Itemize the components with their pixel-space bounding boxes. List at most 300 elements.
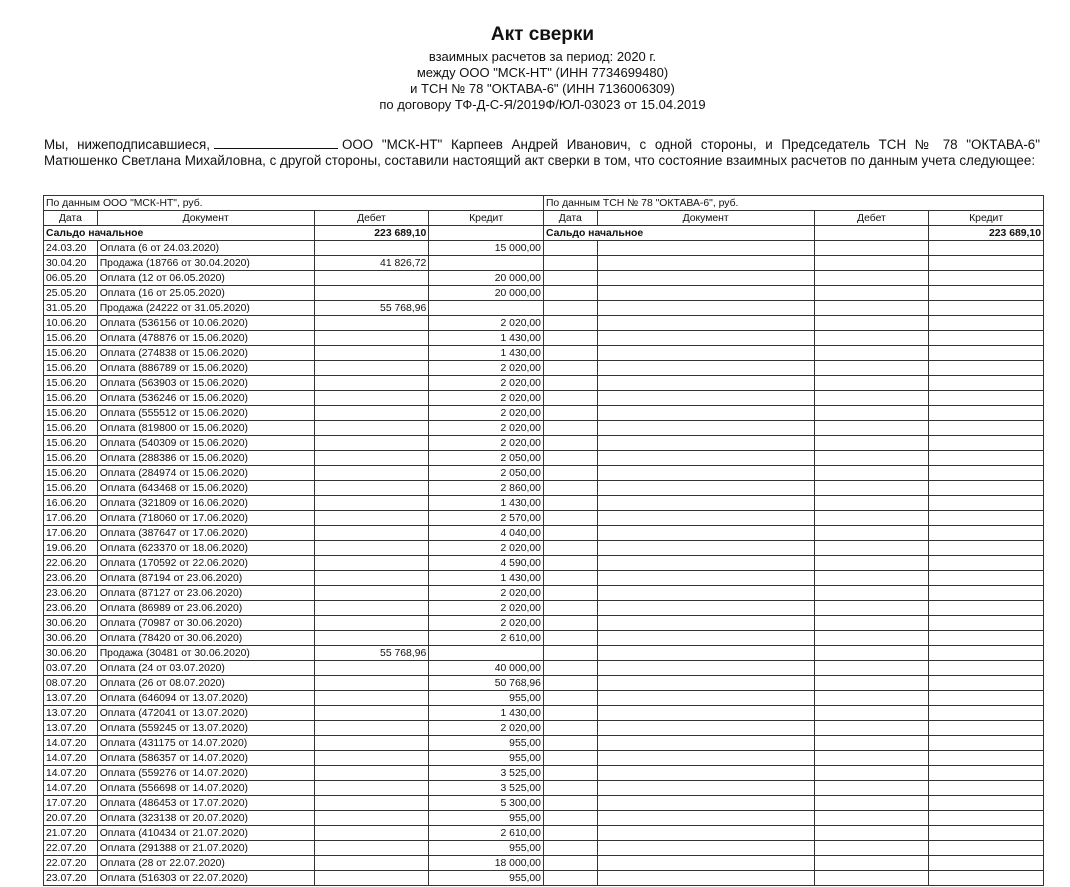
row-document: Оплата (26 от 08.07.2020) — [97, 676, 314, 691]
row-credit: 2 020,00 — [429, 586, 544, 601]
row-debit-right — [814, 451, 929, 466]
table-row — [44, 421, 1044, 436]
row-document: Продажа (30481 от 30.06.2020) — [97, 646, 314, 661]
row-debit-right — [814, 376, 929, 391]
row-debit — [314, 721, 429, 736]
col-header-credit: Кредит — [429, 211, 544, 226]
row-date: 17.06.20 — [44, 526, 98, 541]
col-header-debit: Дебет — [314, 211, 429, 226]
row-date: 15.06.20 — [44, 391, 98, 406]
opening-credit-right: 223 689,10 — [929, 226, 1044, 241]
row-date-right — [543, 676, 597, 691]
table-row — [44, 481, 1044, 496]
row-debit — [314, 811, 429, 826]
parties-line-2: и ТСН № 78 "ОКТАВА-6" (ИНН 7136006309) — [410, 81, 675, 96]
row-date: 14.07.20 — [44, 781, 98, 796]
row-document: Оплата (410434 от 21.07.2020) — [97, 826, 314, 841]
row-document: Оплата (646094 от 13.07.2020) — [97, 691, 314, 706]
row-debit — [314, 316, 429, 331]
row-credit-right — [929, 646, 1044, 661]
row-date: 24.03.20 — [44, 241, 98, 256]
row-credit-right — [929, 256, 1044, 271]
row-date-right — [543, 601, 597, 616]
row-document: Оплата (87127 от 23.06.2020) — [97, 586, 314, 601]
row-credit-right — [929, 691, 1044, 706]
row-debit-right — [814, 361, 929, 376]
table-row — [44, 766, 1044, 781]
row-date-right — [543, 826, 597, 841]
row-date: 25.05.20 — [44, 286, 98, 301]
opening-debit-right — [814, 226, 929, 241]
row-credit-right — [929, 526, 1044, 541]
row-debit — [314, 856, 429, 871]
row-document: Оплата (559245 от 13.07.2020) — [97, 721, 314, 736]
row-date: 14.07.20 — [44, 751, 98, 766]
row-debit — [314, 871, 429, 886]
row-credit: 955,00 — [429, 841, 544, 856]
row-document-right — [597, 781, 814, 796]
row-debit-right — [814, 586, 929, 601]
row-date: 08.07.20 — [44, 676, 98, 691]
row-date-right — [543, 691, 597, 706]
row-date: 06.05.20 — [44, 271, 98, 286]
row-credit-right — [929, 421, 1044, 436]
row-debit-right — [814, 721, 929, 736]
row-date-right — [543, 346, 597, 361]
row-date-right — [543, 571, 597, 586]
row-debit-right — [814, 871, 929, 886]
row-debit — [314, 466, 429, 481]
row-document-right — [597, 241, 814, 256]
table-row — [44, 751, 1044, 766]
row-credit-right — [929, 601, 1044, 616]
row-credit-right — [929, 391, 1044, 406]
row-date: 03.07.20 — [44, 661, 98, 676]
row-document: Продажа (24222 от 31.05.2020) — [97, 301, 314, 316]
row-debit-right — [814, 496, 929, 511]
row-credit-right — [929, 841, 1044, 856]
row-debit-right — [814, 826, 929, 841]
row-debit-right — [814, 841, 929, 856]
row-debit — [314, 331, 429, 346]
row-document: Оплата (555512 от 15.06.2020) — [97, 406, 314, 421]
table-row — [44, 796, 1044, 811]
header-row — [44, 211, 1044, 226]
table-row — [44, 661, 1044, 676]
opening-credit-left — [429, 226, 544, 241]
table-row — [44, 616, 1044, 631]
row-date-right — [543, 286, 597, 301]
row-credit: 3 525,00 — [429, 766, 544, 781]
row-document-right — [597, 736, 814, 751]
row-date: 30.06.20 — [44, 616, 98, 631]
row-document-right — [597, 601, 814, 616]
row-date-right — [543, 451, 597, 466]
row-date: 15.06.20 — [44, 466, 98, 481]
row-document-right — [597, 346, 814, 361]
row-document-right — [597, 466, 814, 481]
row-document-right — [597, 271, 814, 286]
row-document-right — [597, 301, 814, 316]
row-document: Оплата (87194 от 23.06.2020) — [97, 571, 314, 586]
row-document-right — [597, 631, 814, 646]
row-date: 23.07.20 — [44, 871, 98, 886]
row-date: 15.06.20 — [44, 346, 98, 361]
row-date: 16.06.20 — [44, 496, 98, 511]
table-row — [44, 571, 1044, 586]
parties-line-1: между ООО "МСК-НТ" (ИНН 7734699480) — [416, 65, 669, 80]
row-debit-right — [814, 751, 929, 766]
table-row — [44, 691, 1044, 706]
row-credit-right — [929, 706, 1044, 721]
row-date-right — [543, 751, 597, 766]
row-date-right — [543, 406, 597, 421]
row-credit-right — [929, 826, 1044, 841]
row-document: Оплата (559276 от 14.07.2020) — [97, 766, 314, 781]
row-date: 13.07.20 — [44, 706, 98, 721]
row-credit: 955,00 — [429, 871, 544, 886]
row-date-right — [543, 466, 597, 481]
row-debit-right — [814, 541, 929, 556]
row-date: 23.06.20 — [44, 601, 98, 616]
row-document: Оплата (563903 от 15.06.2020) — [97, 376, 314, 391]
row-credit: 1 430,00 — [429, 571, 544, 586]
row-credit-right — [929, 736, 1044, 751]
row-debit: 55 768,96 — [314, 301, 429, 316]
intro-part-2: ООО "МСК-НТ" Карпеев Андрей Иванович, с одной стороны, и Председатель ТСН № 78 "ОКТАВА-6" Матюшенко Светлана Михайловна, с другой стороны, составили настоящий акт сверки в том, что состояние взаимных расчетов по данным учета следующее: — [44, 137, 1040, 168]
row-debit — [314, 766, 429, 781]
row-debit-right — [814, 766, 929, 781]
row-date-right — [543, 541, 597, 556]
row-document-right — [597, 391, 814, 406]
row-document-right — [597, 286, 814, 301]
row-debit — [314, 751, 429, 766]
row-document: Оплата (288386 от 15.06.2020) — [97, 451, 314, 466]
row-credit: 15 000,00 — [429, 241, 544, 256]
row-credit-right — [929, 676, 1044, 691]
row-credit-right — [929, 316, 1044, 331]
row-document: Оплата (12 от 06.05.2020) — [97, 271, 314, 286]
table-row — [44, 316, 1044, 331]
row-credit: 2 020,00 — [429, 376, 544, 391]
row-credit: 4 590,00 — [429, 556, 544, 571]
row-debit — [314, 616, 429, 631]
row-document-right — [597, 796, 814, 811]
row-debit-right — [814, 646, 929, 661]
table-row — [44, 721, 1044, 736]
row-document-right — [597, 436, 814, 451]
row-credit-right — [929, 766, 1044, 781]
row-credit-right — [929, 556, 1044, 571]
row-debit-right — [814, 346, 929, 361]
row-document-right — [597, 691, 814, 706]
row-credit-right — [929, 571, 1044, 586]
row-date: 19.06.20 — [44, 541, 98, 556]
row-credit-right — [929, 661, 1044, 676]
row-date-right — [543, 331, 597, 346]
row-credit-right — [929, 481, 1044, 496]
row-date: 15.06.20 — [44, 331, 98, 346]
table-row — [44, 286, 1044, 301]
row-document: Оплата (472041 от 13.07.2020) — [97, 706, 314, 721]
table-row — [44, 526, 1044, 541]
col-header-debit-right: Дебет — [814, 211, 929, 226]
row-credit-right — [929, 856, 1044, 871]
row-credit: 2 020,00 — [429, 436, 544, 451]
row-credit: 2 020,00 — [429, 406, 544, 421]
row-document-right — [597, 661, 814, 676]
row-debit-right — [814, 466, 929, 481]
row-document: Оплата (516303 от 22.07.2020) — [97, 871, 314, 886]
row-debit-right — [814, 571, 929, 586]
row-debit — [314, 481, 429, 496]
row-date: 22.07.20 — [44, 856, 98, 871]
row-date: 15.06.20 — [44, 451, 98, 466]
row-date: 23.06.20 — [44, 571, 98, 586]
reconciliation-table — [43, 195, 1044, 886]
row-date: 14.07.20 — [44, 736, 98, 751]
col-header-date: Дата — [44, 211, 98, 226]
row-date: 14.07.20 — [44, 766, 98, 781]
row-credit-right — [929, 796, 1044, 811]
row-date: 17.07.20 — [44, 796, 98, 811]
row-document-right — [597, 751, 814, 766]
row-debit-right — [814, 601, 929, 616]
row-debit-right — [814, 436, 929, 451]
intro-part-1: Мы, нижеподписавшиеся, — [44, 137, 210, 152]
row-document-right — [597, 376, 814, 391]
row-debit-right — [814, 481, 929, 496]
row-date-right — [543, 436, 597, 451]
table-row — [44, 271, 1044, 286]
row-credit-right — [929, 346, 1044, 361]
row-credit-right — [929, 376, 1044, 391]
table-row — [44, 511, 1044, 526]
row-date: 15.06.20 — [44, 376, 98, 391]
row-debit — [314, 271, 429, 286]
row-debit — [314, 541, 429, 556]
row-debit-right — [814, 256, 929, 271]
row-date: 30.06.20 — [44, 646, 98, 661]
row-credit-right — [929, 241, 1044, 256]
table-row — [44, 241, 1044, 256]
row-credit-right — [929, 751, 1044, 766]
row-date-right — [543, 421, 597, 436]
row-date-right — [543, 586, 597, 601]
row-credit: 2 610,00 — [429, 631, 544, 646]
row-document-right — [597, 766, 814, 781]
col-header-document-right: Документ — [597, 211, 814, 226]
row-debit-right — [814, 316, 929, 331]
row-debit — [314, 241, 429, 256]
row-date: 13.07.20 — [44, 691, 98, 706]
row-debit-right — [814, 706, 929, 721]
row-debit — [314, 346, 429, 361]
row-debit-right — [814, 241, 929, 256]
row-credit: 955,00 — [429, 691, 544, 706]
row-document: Оплата (78420 от 30.06.2020) — [97, 631, 314, 646]
row-credit: 2 570,00 — [429, 511, 544, 526]
row-debit — [314, 631, 429, 646]
row-date: 23.06.20 — [44, 586, 98, 601]
row-date: 30.06.20 — [44, 631, 98, 646]
row-credit — [429, 301, 544, 316]
row-date: 15.06.20 — [44, 421, 98, 436]
row-document: Оплата (323138 от 20.07.2020) — [97, 811, 314, 826]
row-date-right — [543, 796, 597, 811]
row-credit-right — [929, 781, 1044, 796]
row-document: Оплата (431175 от 14.07.2020) — [97, 736, 314, 751]
table-row — [44, 586, 1044, 601]
row-debit-right — [814, 301, 929, 316]
row-date-right — [543, 511, 597, 526]
row-document: Оплата (586357 от 14.07.2020) — [97, 751, 314, 766]
row-credit-right — [929, 541, 1044, 556]
row-date-right — [543, 526, 597, 541]
row-credit: 2 050,00 — [429, 451, 544, 466]
row-credit: 1 430,00 — [429, 706, 544, 721]
row-credit: 955,00 — [429, 811, 544, 826]
row-date: 21.07.20 — [44, 826, 98, 841]
row-credit-right — [929, 271, 1044, 286]
row-date-right — [543, 391, 597, 406]
row-document-right — [597, 616, 814, 631]
row-document-right — [597, 361, 814, 376]
row-credit: 955,00 — [429, 751, 544, 766]
row-document-right — [597, 496, 814, 511]
row-document-right — [597, 676, 814, 691]
row-document: Оплата (70987 от 30.06.2020) — [97, 616, 314, 631]
row-document: Оплата (819800 от 15.06.2020) — [97, 421, 314, 436]
row-document: Оплата (170592 от 22.06.2020) — [97, 556, 314, 571]
row-debit: 41 826,72 — [314, 256, 429, 271]
table-row — [44, 391, 1044, 406]
row-debit-right — [814, 271, 929, 286]
row-date-right — [543, 841, 597, 856]
intro-paragraph — [44, 137, 1040, 168]
row-debit — [314, 781, 429, 796]
row-debit-right — [814, 631, 929, 646]
row-document-right — [597, 571, 814, 586]
table-row — [44, 826, 1044, 841]
opening-debit-left: 223 689,10 — [314, 226, 429, 241]
row-debit — [314, 496, 429, 511]
row-credit: 2 020,00 — [429, 541, 544, 556]
signature-blank — [214, 137, 338, 149]
row-credit: 2 020,00 — [429, 391, 544, 406]
table-row — [44, 331, 1044, 346]
row-credit-right — [929, 811, 1044, 826]
row-date-right — [543, 241, 597, 256]
row-debit — [314, 376, 429, 391]
row-date-right — [543, 631, 597, 646]
left-caption: По данным ООО "МСК-НТ", руб. — [44, 196, 544, 211]
table-row — [44, 781, 1044, 796]
row-date-right — [543, 271, 597, 286]
row-debit-right — [814, 391, 929, 406]
row-debit-right — [814, 661, 929, 676]
row-date-right — [543, 871, 597, 886]
row-date-right — [543, 256, 597, 271]
row-debit-right — [814, 331, 929, 346]
row-credit-right — [929, 286, 1044, 301]
row-document: Оплата (28 от 22.07.2020) — [97, 856, 314, 871]
row-debit-right — [814, 406, 929, 421]
row-credit-right — [929, 631, 1044, 646]
row-date-right — [543, 481, 597, 496]
row-credit-right — [929, 436, 1044, 451]
row-credit-right — [929, 361, 1044, 376]
row-date: 15.06.20 — [44, 436, 98, 451]
table-row — [44, 466, 1044, 481]
row-debit — [314, 736, 429, 751]
row-date: 22.07.20 — [44, 841, 98, 856]
row-debit-right — [814, 526, 929, 541]
table-row — [44, 346, 1044, 361]
row-document-right — [597, 811, 814, 826]
row-date: 17.06.20 — [44, 511, 98, 526]
table-row — [44, 736, 1044, 751]
row-credit: 2 020,00 — [429, 316, 544, 331]
row-document: Оплата (886789 от 15.06.2020) — [97, 361, 314, 376]
row-document: Оплата (284974 от 15.06.2020) — [97, 466, 314, 481]
row-date: 31.05.20 — [44, 301, 98, 316]
opening-label-right: Сальдо начальное — [543, 226, 814, 241]
row-debit — [314, 451, 429, 466]
row-debit — [314, 796, 429, 811]
table-row — [44, 451, 1044, 466]
table-row — [44, 631, 1044, 646]
row-debit — [314, 586, 429, 601]
row-credit — [429, 256, 544, 271]
row-debit-right — [814, 781, 929, 796]
row-credit-right — [929, 466, 1044, 481]
row-credit-right — [929, 301, 1044, 316]
table-row — [44, 676, 1044, 691]
row-document: Продажа (18766 от 30.04.2020) — [97, 256, 314, 271]
row-document: Оплата (556698 от 14.07.2020) — [97, 781, 314, 796]
row-debit — [314, 601, 429, 616]
row-date-right — [543, 301, 597, 316]
row-credit — [429, 646, 544, 661]
row-date-right — [543, 721, 597, 736]
row-date-right — [543, 376, 597, 391]
row-date-right — [543, 646, 597, 661]
row-date-right — [543, 556, 597, 571]
row-document-right — [597, 511, 814, 526]
row-credit: 1 430,00 — [429, 346, 544, 361]
row-debit — [314, 511, 429, 526]
right-caption: По данным ТСН № 78 "ОКТАВА-6", руб. — [543, 196, 1043, 211]
row-debit — [314, 841, 429, 856]
row-date-right — [543, 361, 597, 376]
row-debit-right — [814, 691, 929, 706]
table-row — [44, 436, 1044, 451]
table-row — [44, 811, 1044, 826]
row-document: Оплата (478876 от 15.06.2020) — [97, 331, 314, 346]
row-credit-right — [929, 496, 1044, 511]
row-document-right — [597, 481, 814, 496]
row-credit-right — [929, 406, 1044, 421]
row-debit-right — [814, 736, 929, 751]
row-credit: 50 768,96 — [429, 676, 544, 691]
row-credit: 3 525,00 — [429, 781, 544, 796]
row-credit: 4 040,00 — [429, 526, 544, 541]
row-debit — [314, 406, 429, 421]
row-credit: 40 000,00 — [429, 661, 544, 676]
row-document-right — [597, 406, 814, 421]
table-row — [44, 646, 1044, 661]
